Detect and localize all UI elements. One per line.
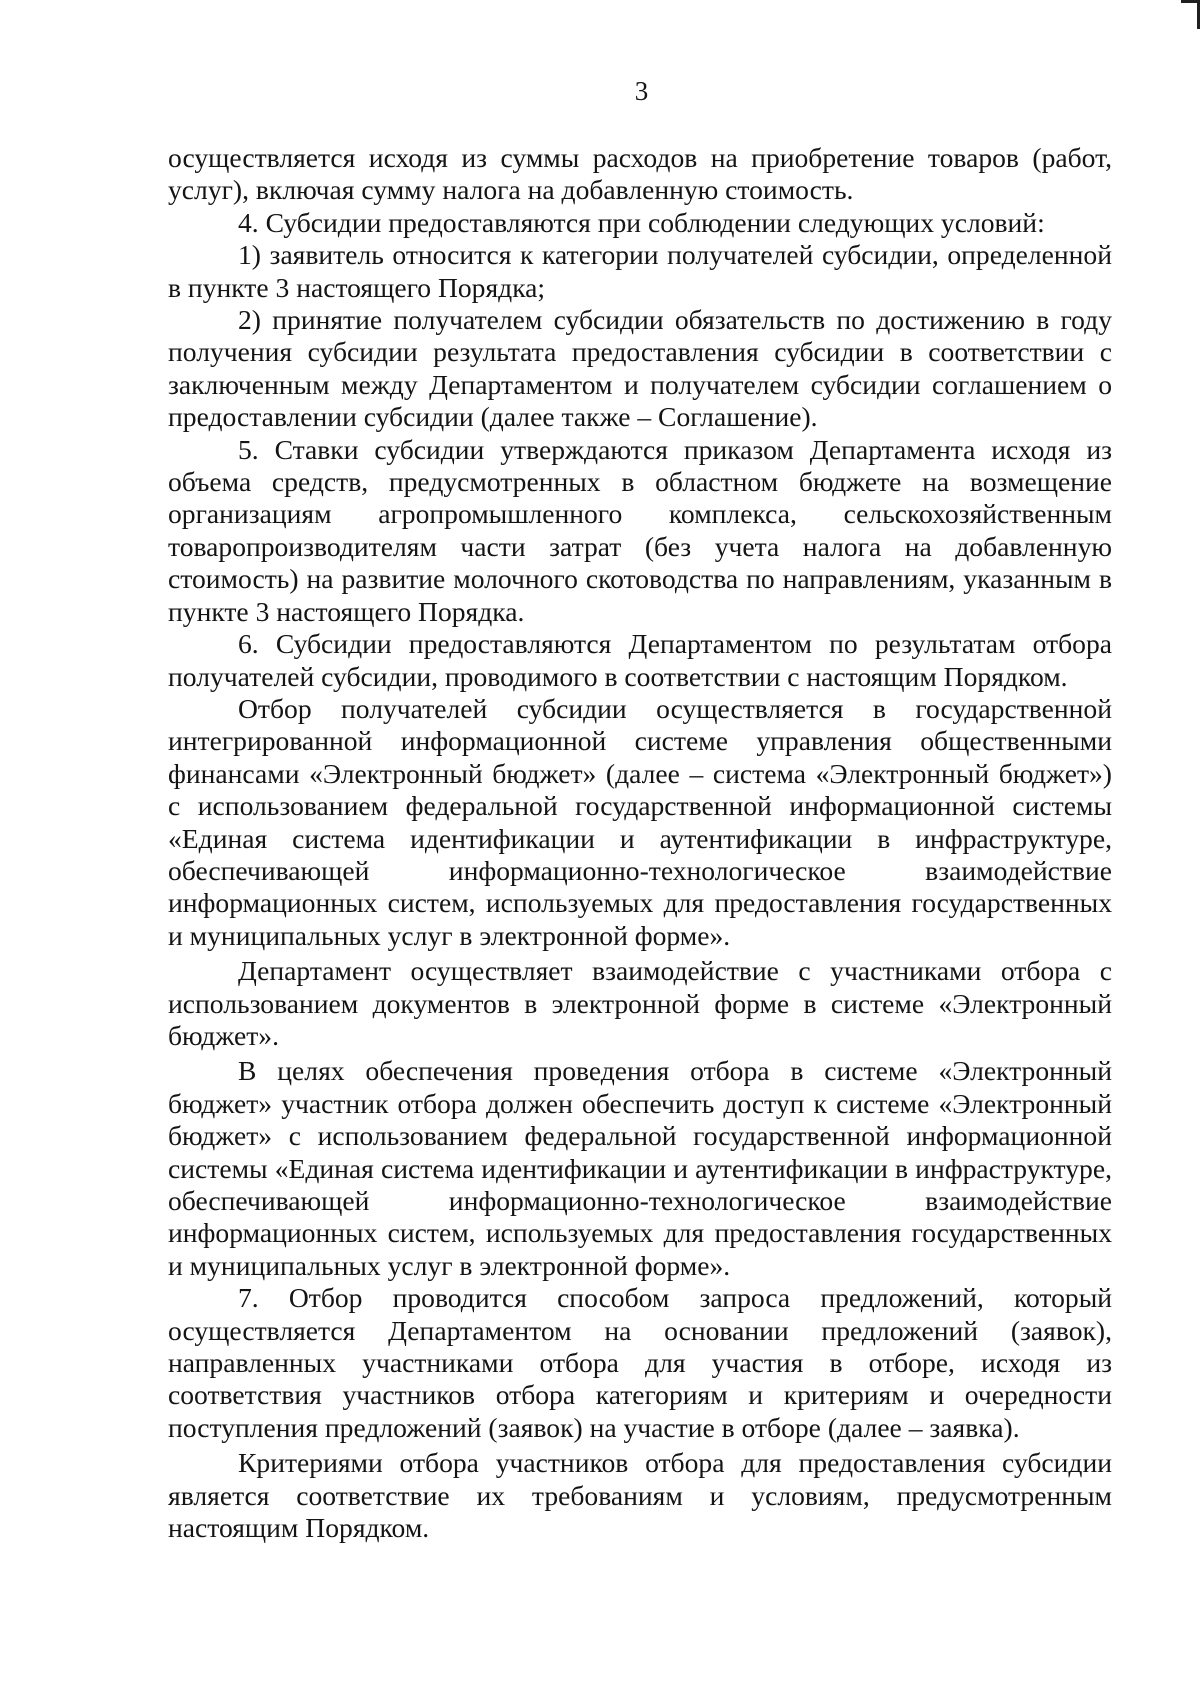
paragraph-item-4: 4. Субсидии предоставляются при соблюдении следующих условий: [238,206,1045,238]
paragraph-selection-system: Отбор получателей субсидии осуществляется в государственной интегрированной информационной системе управления общественными финансами «Электронный бюджет» (далее – система «Электронный бюджет») с использованием федеральной государственной информационной системы «Единая система идентификации и аутентификации в инфраструктуре, обеспечивающей информационно-технологическое взаимодействие информационных систем, используемых для предоставления государственных и муниципальных услуг в электронной форме». [168,692,1112,951]
document-body [168,142,1112,1544]
paragraph-item-7: 7. Отбор проводится способом запроса предложений, который осуществляется Департаментом на основании предложений (заявок), направленных участниками отбора для участия в отборе, исходя из соответствия участников отбора категориям и критериям и очередности поступления предложений (заявок) на участие в отборе (далее – заявка). [168,1282,1112,1443]
paragraph-continuation: осуществляется исходя из суммы расходов на приобретение товаров (работ, услуг), включая сумму налога на добавленную стоимость. [168,142,1112,206]
paragraph-condition-1: 1) заявитель относится к категории получателей субсидии, определенной в пункте 3 настоящего Порядка; [168,239,1112,303]
paragraph-selection-criteria: Критериями отбора участников отбора для предоставления субсидии является соответствие их требованиям и условиям, предусмотренным настоящим Порядком. [168,1447,1112,1544]
paragraph-item-6: 6. Субсидии предоставляются Департаментом по результатам отбора получателей субсидии, проводимого в соответствии с настоящим Порядком. [168,628,1112,692]
page-number: 3 [634,76,649,106]
paragraph-department-interaction: Департамент осуществляет взаимодействие с участниками отбора с использованием документов в электронной форме в системе «Электронный бюджет». [168,955,1112,1051]
paragraph-condition-2: 2) принятие получателем субсидии обязательств по достижению в году получения субсидии результата предоставления субсидии в соответствии с заключенным между Департаментом и получателем субсидии соглашением о предоставлении субсидии (далее также – Соглашение). [168,304,1112,433]
paragraph-item-5: 5. Ставки субсидии утверждаются приказом Департамента исходя из объема средств, предусмотренных в областном бюджете на возмещение организациям агропромышленного комплекса, сельскохозяйственным товаропроизводителям части затрат (без учета налога на добавленную стоимость) на развитие молочного скотоводства по направлениям, указанным в пункте 3 настоящего Порядка. [168,433,1112,627]
scan-corner-mark [1181,0,1200,29]
paragraph-access-requirement: В целях обеспечения проведения отбора в системе «Электронный бюджет» участник отбора должен обеспечить доступ к системе «Электронный бюджет» с использованием федеральной государственной информационной системы «Единая система идентификации и аутентификации в инфраструктуре, обеспечивающей информационно-технологическое взаимодействие информационных систем, используемых для предоставления государственных и муниципальных услуг в электронной форме». [168,1055,1112,1281]
